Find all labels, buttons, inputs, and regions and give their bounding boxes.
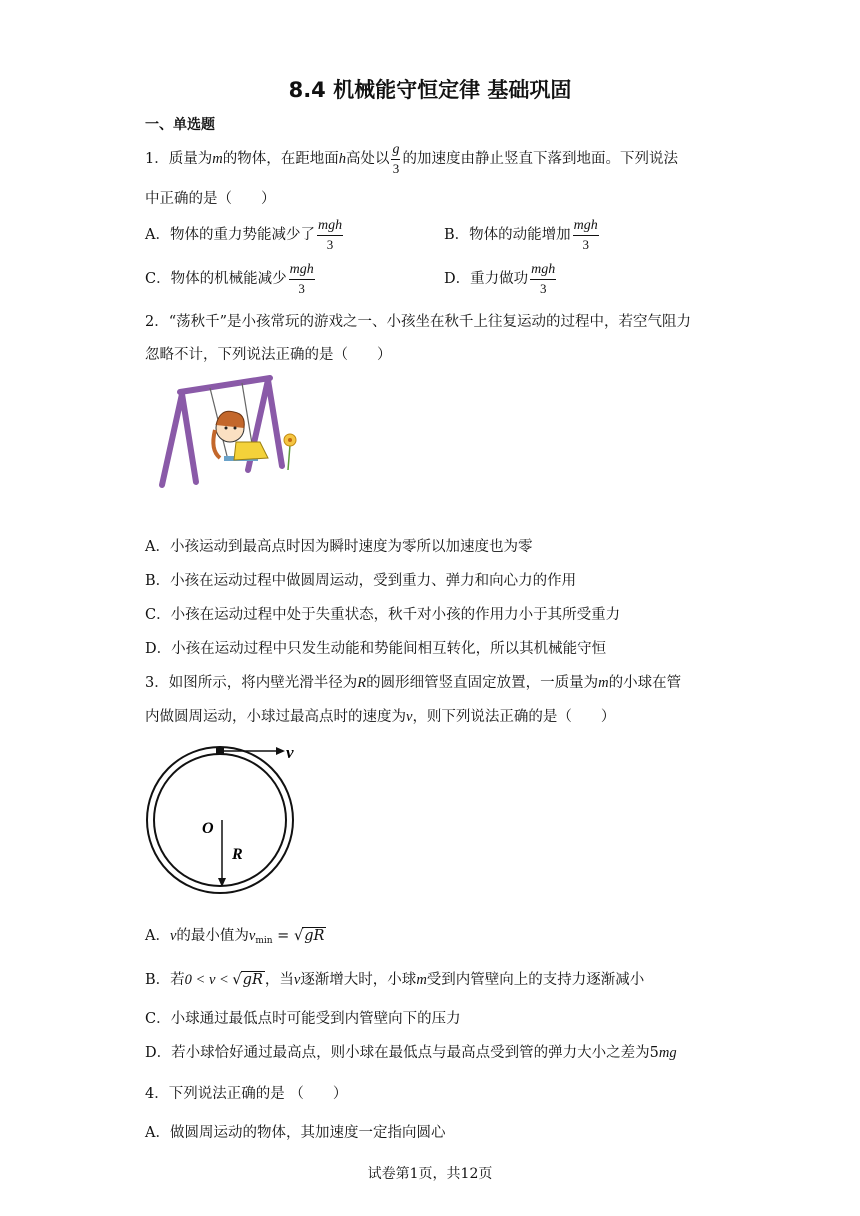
velocity-label: v <box>286 743 294 762</box>
q3-stem-line2: 内做圆周运动，小球过最高点时的速度为v，则下列说法正确的是（ ） <box>145 709 616 725</box>
q1-option-a: A．物体的重力势能减少了 $\frac{\text{mgh}}{3}$ <box>145 218 343 252</box>
page-footer: 试卷第1页，共12页 <box>367 1166 493 1182</box>
circular-tube-diagram <box>140 740 310 900</box>
q4-stem: 4．下列说法正确的是 （ ） <box>145 1086 348 1102</box>
q1-stem-line1: 1．质量为m的物体，在距地面h高处以 $\frac{g}{3}$ 的加速度由静止竖直下落到地面。下列说法 <box>145 142 678 176</box>
q3-option-d: D．若小球恰好通过最高点，则小球在最低点与最高点受到管的弹力大小之差为5mg <box>145 1045 677 1061</box>
q1-option-c: C．物体的机械能减少 $\frac{\text{mgh}}{3}$ <box>145 262 314 296</box>
q2-option-c: C．小孩在运动过程中处于失重状态，秋千对小孩的作用力小于其所受重力 <box>145 607 621 623</box>
q4-option-a: A．做圆周运动的物体，其加速度一定指向圆心 <box>145 1125 446 1141</box>
section-heading: 一、单选题 <box>145 117 215 133</box>
radius-label: R <box>232 846 243 863</box>
q2-stem-line2: 忽略不计，下列说法正确的是（ ） <box>145 347 392 363</box>
center-label: O <box>202 820 214 837</box>
q2-option-b: B．小孩在运动过程中做圆周运动，受到重力、弹力和向心力的作用 <box>145 573 577 589</box>
q2-option-a: A．小孩运动到最高点时因为瞬时速度为零所以加速度也为零 <box>145 539 533 555</box>
swing-illustration <box>150 370 310 490</box>
q1-fraction-g-3: $\frac{g}{3}$ <box>392 142 400 176</box>
q2-option-d: D．小孩在运动过程中只发生动能和势能间相互转化，所以其机械能守恒 <box>145 641 607 657</box>
page-title: 8.4 机械能守恒定律 基础巩固 <box>288 78 572 102</box>
q1-stem-line2: 中正确的是（ ） <box>145 191 276 207</box>
q1-option-b: B．物体的动能增加 $\frac{\text{mgh}}{3}$ <box>444 218 598 252</box>
q3-option-a: A．v的最小值为$v_{min} = √gR$ <box>145 928 325 946</box>
q3-option-b: B．若0 < v < √gR ，当v逐渐增大时，小球m受到内管壁向上的支持力逐渐减小 <box>145 972 645 988</box>
q1-option-d: D．重力做功 $\frac{\text{mgh}}{3}$ <box>444 262 556 296</box>
ball-marker <box>216 747 224 755</box>
q3-option-c: C．小球通过最低点时可能受到内管壁向下的压力 <box>145 1011 461 1027</box>
q2-stem-line1: 2．“荡秋千”是小孩常玩的游戏之一、小孩坐在秋千上往复运动的过程中，若空气阻力 <box>145 314 692 330</box>
q3-stem-line1: 3．如图所示，将内壁光滑半径为R的圆形细管竖直固定放置，一质量为m的小球在管 <box>145 675 682 691</box>
